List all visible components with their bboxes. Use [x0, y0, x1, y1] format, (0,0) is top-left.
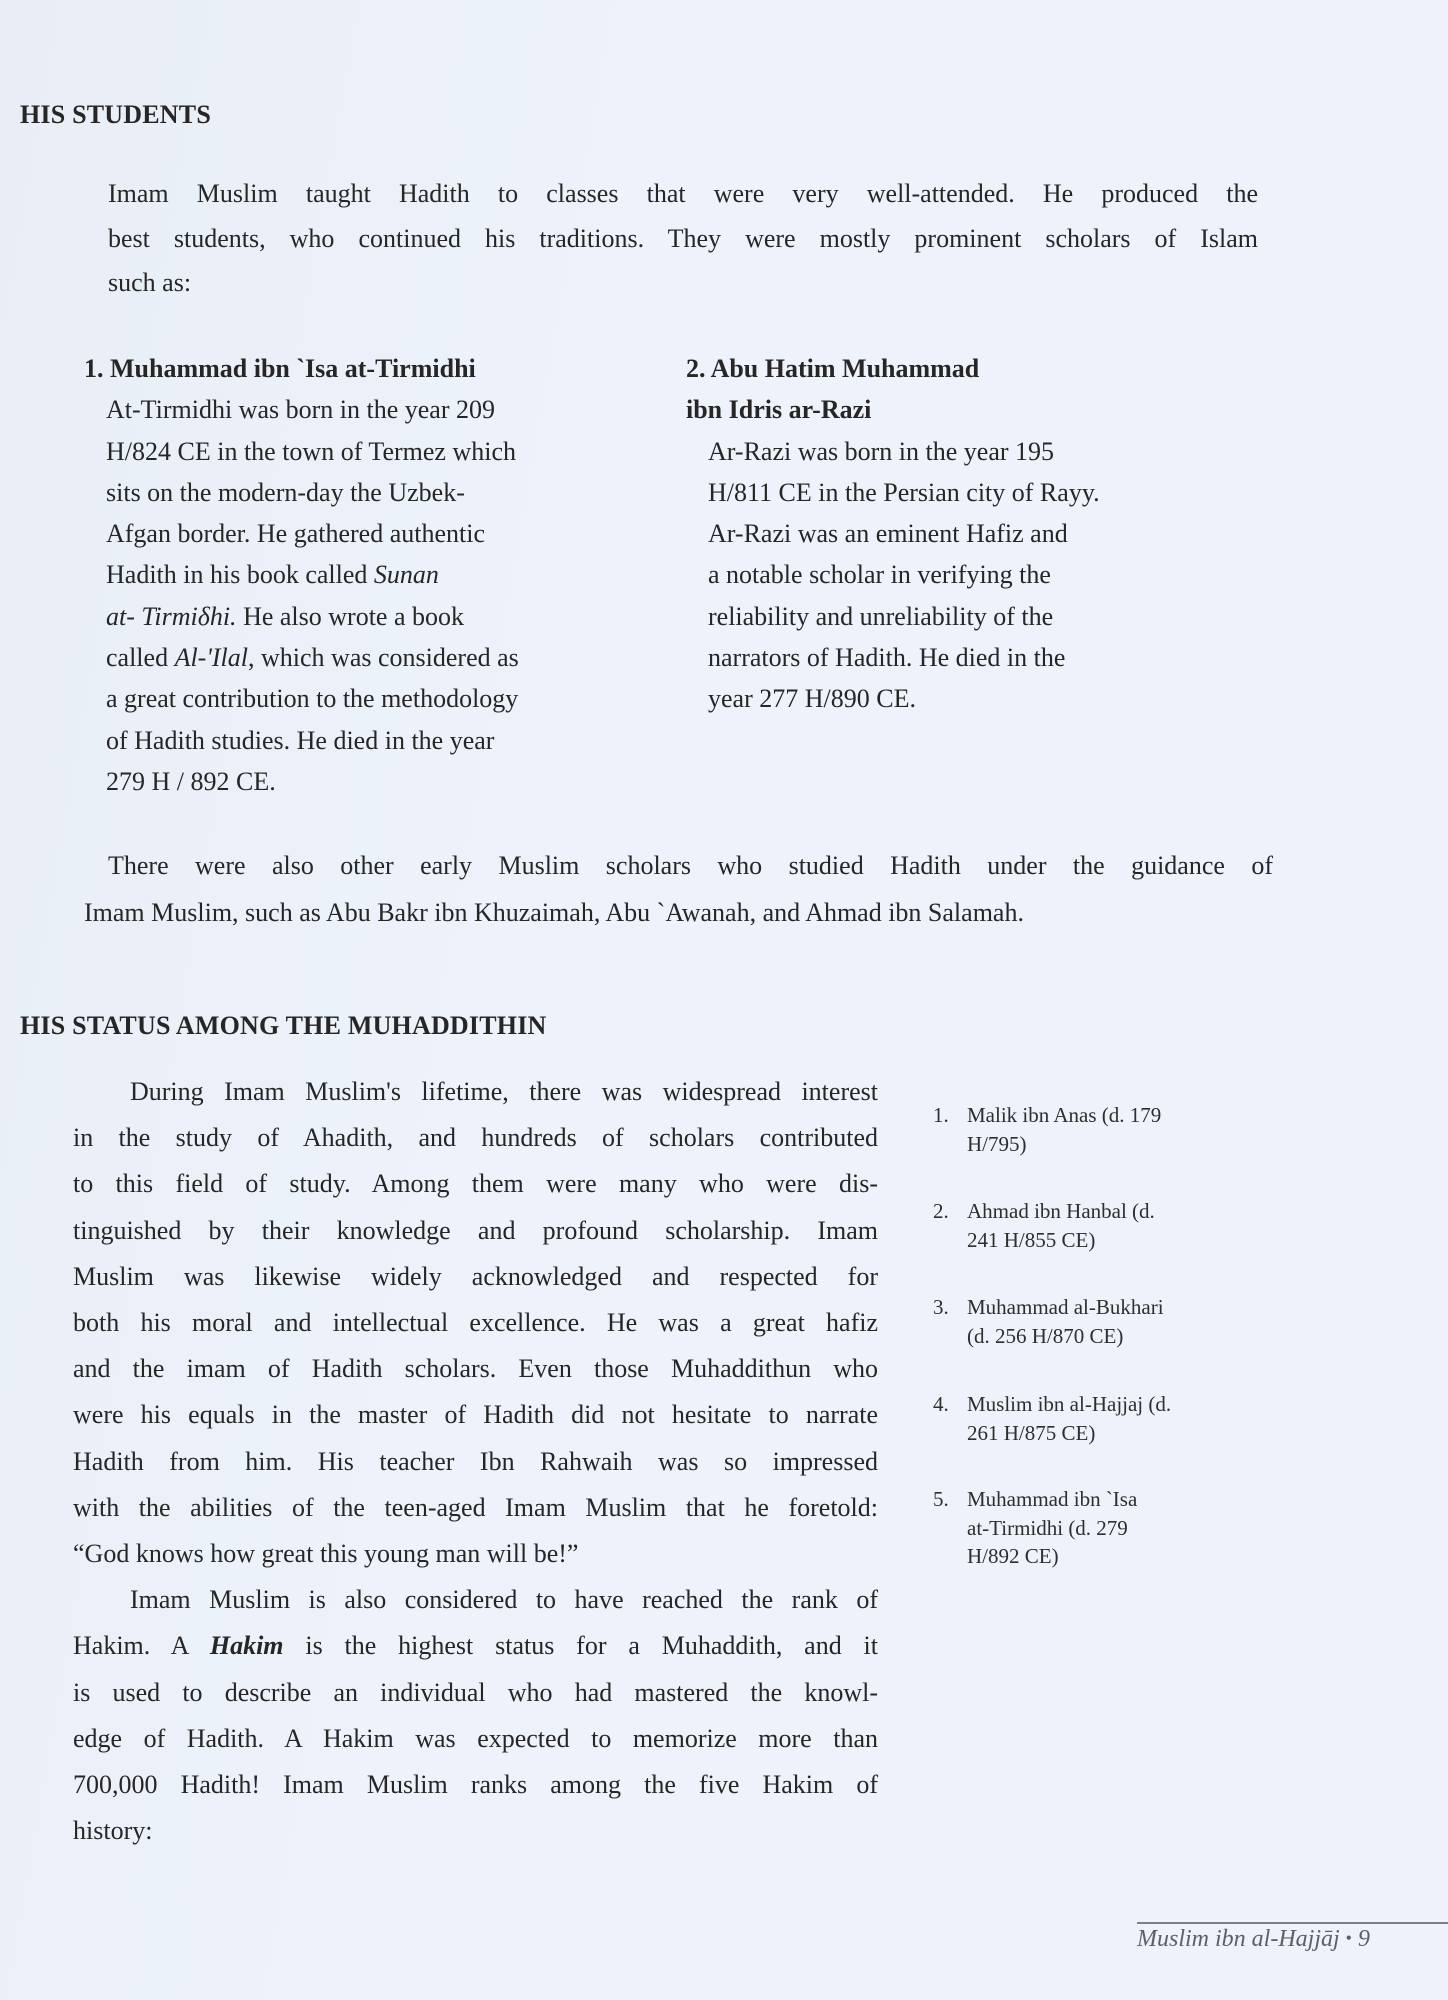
other-students-paragraph	[84, 842, 1273, 936]
text-line	[84, 596, 644, 637]
text-line: year 277 H/890 CE.	[708, 684, 916, 714]
text-line: to this field of study. Among them were many who were dis-	[73, 1169, 878, 1199]
text-line: were his equals in the master of Hadith did not hesitate to narrate	[73, 1400, 878, 1430]
students-intro-paragraph	[108, 172, 1258, 306]
text-line: history:	[73, 1816, 153, 1846]
list-text	[967, 1293, 1164, 1350]
text-segment: He also wrote a book	[236, 601, 464, 631]
text-segment: , which was considered as	[248, 643, 519, 673]
text-line: is used to describe an individual who had mastered the knowl-	[73, 1677, 878, 1707]
text-line: 700,000 Hadith! Imam Muslim ranks among the five Hakim of	[73, 1770, 878, 1800]
text-line: Hadith from him. His teacher Ibn Rahwaih was so impressed	[73, 1446, 878, 1476]
list-text-line: at-Tirmidhi (d. 279	[967, 1515, 1128, 1540]
text-line: There were also other early Muslim scholars who studied Hadith under the guidance of	[108, 851, 1273, 880]
text-line: a great contribution to the methodology	[106, 684, 519, 714]
text-line: “God knows how great this young man will be!”	[73, 1539, 579, 1569]
page-number: 9	[1357, 1926, 1370, 1952]
status-heading: HIS STATUS AMONG THE MUHADDITHIN	[20, 1011, 547, 1040]
text-line: Ar-Razi was an eminent Hafiz and	[708, 519, 1068, 549]
text-line: edge of Hadith. A Hakim was expected to memorize more than	[73, 1723, 878, 1753]
text-line: both his moral and intellectual excellence. He was a great hafiz	[73, 1308, 878, 1338]
text-line: Ar-Razi was born in the year 195	[708, 436, 1055, 466]
text-line: H/824 CE in the town of Termez which	[106, 436, 517, 466]
list-text-line: 261 H/875 CE)	[967, 1420, 1096, 1445]
list-text-line: (d. 256 H/870 CE)	[967, 1323, 1124, 1348]
list-number: 2.	[933, 1199, 949, 1223]
text-line: Imam Muslim taught Hadith to classes that were very well-attended. He produced the	[108, 179, 1258, 208]
text-line: of Hadith studies. He died in the year	[106, 725, 495, 755]
list-text	[967, 1101, 1161, 1158]
students-heading: HIS STUDENTS	[20, 100, 211, 129]
list-text-line: Muhammad ibn `Isa	[967, 1487, 1138, 1511]
text-line: reliability and unreliability of the	[708, 601, 1054, 631]
list-text-line: Muhammad al-Bukhari	[967, 1295, 1164, 1319]
student-name: 1. Muhammad ibn `Isa at-Tirmidhi	[84, 354, 476, 383]
list-text-line: Malik ibn Anas (d. 179	[967, 1103, 1162, 1127]
student-tirmidhi-column	[84, 348, 644, 802]
footer-separator: •	[1345, 1928, 1352, 1948]
text-line: such as:	[108, 268, 192, 298]
list-text	[967, 1390, 1171, 1447]
text-line: Imam Muslim, such as Abu Bakr ibn Khuzaimah, Abu `Awanah, and Ahmad ibn Salamah.	[84, 898, 1024, 927]
list-text-line: 241 H/855 CE)	[967, 1227, 1096, 1252]
list-text-line: Muslim ibn al-Hajjaj (d.	[967, 1392, 1172, 1416]
text-line: sits on the modern-day the Uzbek-	[106, 477, 465, 507]
student-razi-column	[686, 348, 1246, 720]
text-segment: called	[106, 643, 175, 673]
text-line	[73, 1623, 878, 1669]
hakim-list	[933, 1101, 1233, 1661]
list-text-line: H/892 CE)	[967, 1544, 1059, 1569]
running-footer	[1137, 1926, 1370, 1953]
list-text	[967, 1197, 1155, 1254]
text-line: with the abilities of the teen-aged Imam Muslim that he foretold:	[73, 1492, 878, 1522]
emphasized-text: Sunan	[373, 560, 439, 590]
text-line: Afgan border. He gathered authentic	[106, 519, 486, 549]
text-line: 279 H / 892 CE.	[106, 766, 276, 796]
list-text-line: Ahmad ibn Hanbal (d.	[967, 1199, 1155, 1223]
list-number: 4.	[933, 1392, 949, 1416]
list-text-line: H/795)	[967, 1131, 1027, 1156]
text-line: and the imam of Hadith scholars. Even those Muhaddithun who	[73, 1354, 878, 1384]
text-line: Imam Muslim is also considered to have reached the rank of	[130, 1585, 878, 1615]
text-line: Muslim was likewise widely acknowledged and respected for	[73, 1261, 878, 1291]
text-segment: is the highest status for a Muhaddith, and it	[283, 1631, 878, 1661]
text-segment: Hadith in his book called	[106, 560, 374, 590]
text-line: in the study of Ahadith, and hundreds of scholars contributed	[73, 1123, 878, 1153]
text-line: H/811 CE in the Persian city of Rayy.	[708, 477, 1100, 507]
text-line: best students, who continued his traditions. They were mostly prominent scholars of Islam	[108, 223, 1258, 253]
student-name: ibn Idris ar-Razi	[686, 395, 872, 425]
text-line: tinguished by their knowledge and profound scholarship. Imam	[73, 1215, 878, 1245]
list-text	[967, 1485, 1137, 1571]
list-number: 3.	[933, 1295, 949, 1319]
text-line: a notable scholar in verifying the	[708, 560, 1051, 590]
status-paragraph	[73, 1069, 878, 1854]
text-line	[84, 554, 644, 595]
text-line: At-Tirmidhi was born in the year 209	[106, 395, 495, 425]
list-number: 1.	[933, 1103, 949, 1127]
emphasized-text: Al-'Ilal	[174, 643, 249, 673]
student-name: 2. Abu Hatim Muhammad	[686, 354, 980, 383]
running-title: Muslim ibn al-Hajjāj	[1137, 1926, 1340, 1952]
text-line	[84, 637, 644, 678]
text-segment: Hakim. A	[73, 1631, 210, 1661]
emphasized-text: Hakim	[209, 1631, 284, 1661]
emphasized-text: at- Tirmiδhi.	[106, 601, 237, 631]
text-line: narrators of Hadith. He died in the	[708, 643, 1066, 673]
footer-rule	[1137, 1922, 1448, 1924]
text-line: During Imam Muslim's lifetime, there was widespread interest	[130, 1077, 878, 1106]
list-number: 5.	[933, 1487, 949, 1511]
